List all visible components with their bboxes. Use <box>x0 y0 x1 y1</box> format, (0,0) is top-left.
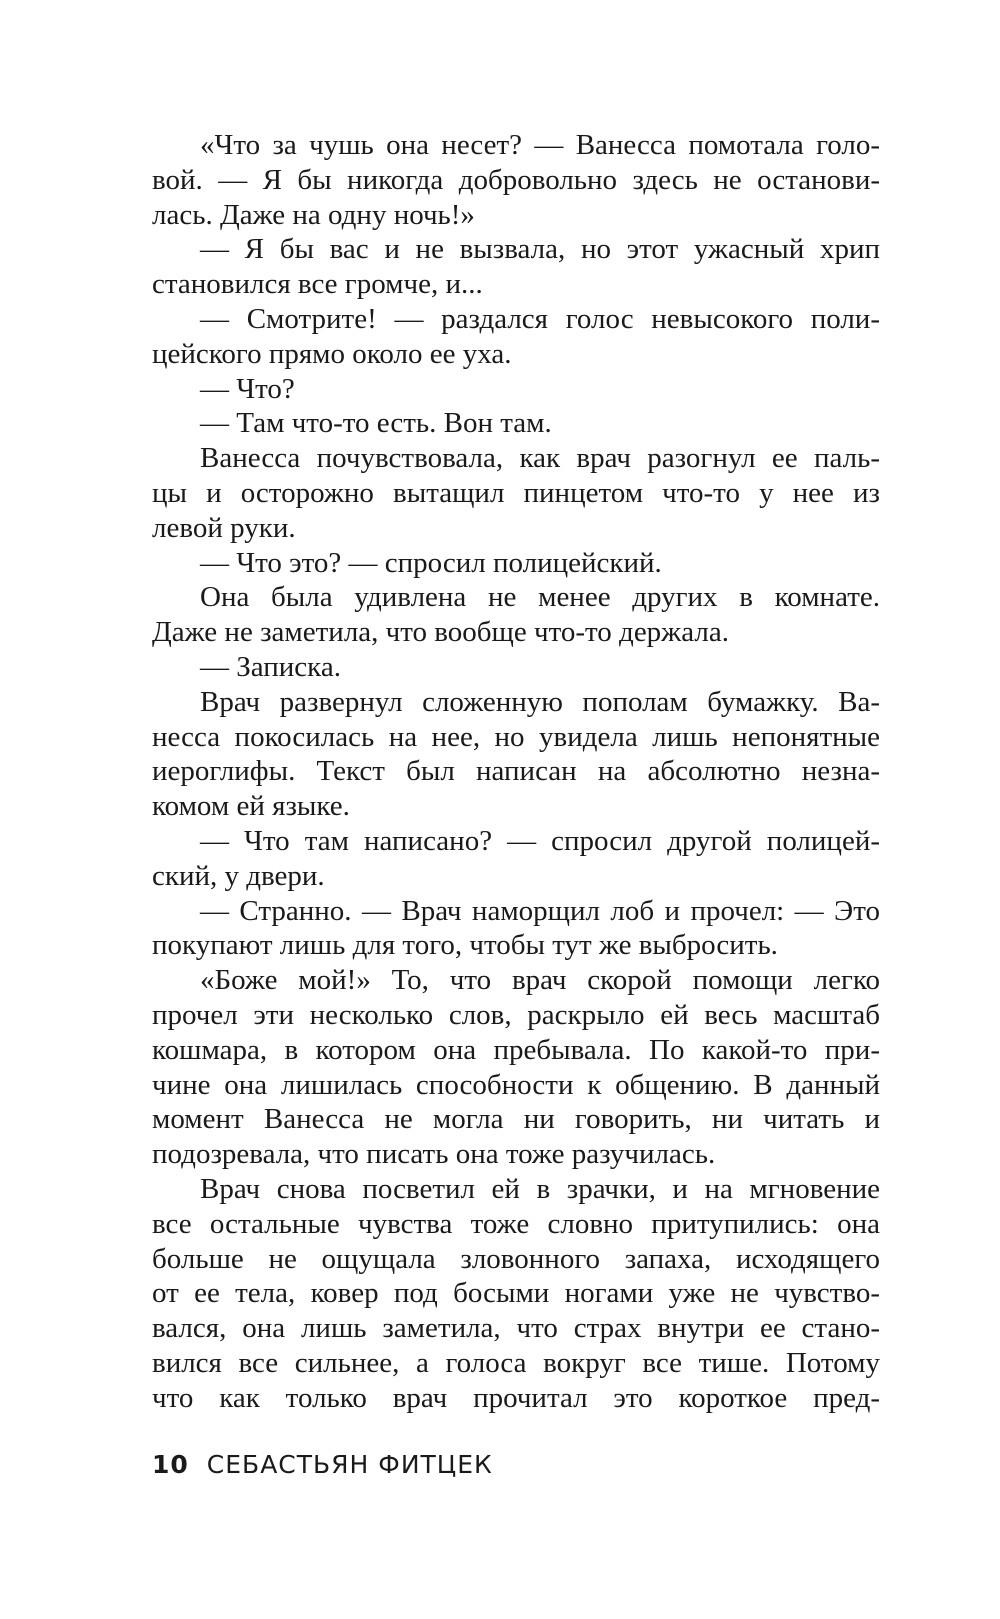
text-line: Она была удивлена не менее других в комнате. <box>200 581 880 614</box>
text-line: ский, у двери. <box>152 859 325 892</box>
text-line: Врач развернул сложенную пополам бумажку. Ва- <box>200 685 880 718</box>
text-line: покупают лишь для того, чтобы тут же выбросить. <box>152 929 778 962</box>
text-line: момент Ванесса не могла ни говорить, ни читать и <box>152 1103 880 1136</box>
text-line: левой руки. <box>152 511 296 544</box>
text-line: — Что? <box>200 372 295 405</box>
text-line: подозревала, что писать она тоже разучилась. <box>152 1138 716 1171</box>
text-line: несса покосилась на нее, но увидела лишь непонятные <box>152 720 880 753</box>
text-line: — Что там написано? — спросил другой полицей- <box>200 824 880 857</box>
text-line: больше не ощущала зловонного запаха, исходящего <box>152 1242 880 1275</box>
page-number: 10 <box>152 1450 189 1479</box>
text-line: Ванесса почувствовала, как врач разогнул ее паль- <box>200 442 880 475</box>
text-line: кошмара, в котором она пребывала. По какой-то при- <box>152 1033 880 1066</box>
text-line: вался, она лишь заметила, что страх внутри ее стано- <box>152 1312 880 1345</box>
text-line: комом ей языке. <box>152 790 350 823</box>
text-line: — Там что-то есть. Вон там. <box>200 407 552 440</box>
text-line: прочел эти несколько слов, раскрыло ей весь масштаб <box>152 998 880 1031</box>
page-footer <box>152 1450 493 1479</box>
text-line: цейского прямо около ее уха. <box>152 337 512 370</box>
text-line: — Странно. — Врач наморщил лоб и прочел: — Это <box>200 894 880 927</box>
text-line: цы и осторожно вытащил пинцетом что-то у нее из <box>152 476 880 509</box>
text-line: становился все громче, и... <box>152 268 483 301</box>
text-line: иероглифы. Текст был написан на абсолютно незна- <box>152 755 880 788</box>
page-body <box>152 128 880 1415</box>
text-line: вился все сильнее, а голоса вокруг все тише. Потому <box>152 1346 880 1379</box>
text-line: — Я бы вас и не вызвала, но этот ужасный хрип <box>200 233 880 266</box>
text-line: что как только врач прочитал это короткое пред- <box>152 1381 880 1414</box>
text-line: «Боже мой!» То, что врач скорой помощи легко <box>200 964 880 997</box>
text-line: «Что за чушь она несет? — Ванесса помотала голо- <box>200 129 880 161</box>
text-line: Даже не заметила, что вообще что-то держала. <box>152 616 729 649</box>
text-line: от ее тела, ковер под босыми ногами уже не чувство- <box>152 1277 880 1310</box>
text-line: — Записка. <box>200 650 341 683</box>
running-footer-author: СЕБАСТЬЯН ФИТЦЕК <box>206 1450 493 1479</box>
text-line: чине она лишилась способности к общению. В данный <box>152 1068 880 1101</box>
text-line: Врач снова посветил ей в зрачки, и на мгновение <box>200 1172 880 1205</box>
text-line: — Что это? — спросил полицейский. <box>200 546 662 579</box>
text-line: лась. Даже на одну ночь!» <box>152 198 475 231</box>
text-line: вой. — Я бы никогда добровольно здесь не останови- <box>152 163 880 196</box>
text-line: все остальные чувства тоже словно притупились: она <box>152 1207 880 1240</box>
text-line: — Смотрите! — раздался голос невысокого поли- <box>200 302 880 335</box>
